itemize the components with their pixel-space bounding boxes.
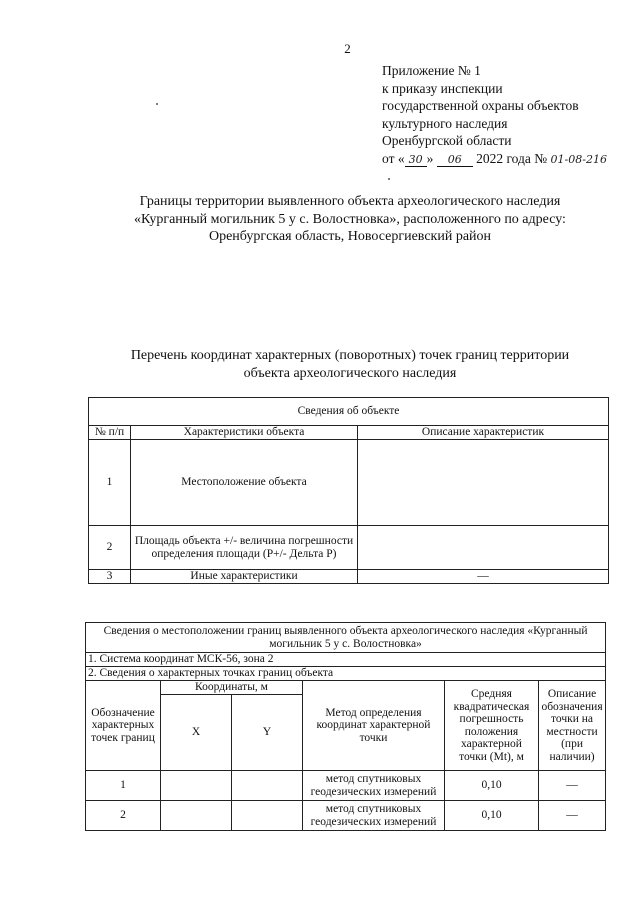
column-header: Обозначение характерных точек границ	[86, 681, 161, 771]
point-error: 0,10	[445, 771, 539, 801]
column-header: Координаты, м	[161, 681, 303, 695]
point-desc: —	[539, 771, 606, 801]
row-name: Площадь объекта +/- величина погрешности определения площади (P+/- Дельта P)	[131, 526, 358, 570]
appendix-block	[382, 62, 607, 168]
table-row	[86, 771, 606, 801]
column-header: Описание обозначения точки на местности (при наличии)	[539, 681, 606, 771]
order-number: 01-08-216	[550, 152, 607, 166]
page-number: 2	[344, 41, 351, 56]
column-header: Y	[232, 695, 303, 771]
point-x	[161, 771, 232, 801]
row-desc	[358, 526, 609, 570]
table-row	[89, 526, 609, 570]
document-title	[60, 193, 639, 246]
scan-speck	[388, 178, 390, 180]
point-x	[161, 801, 232, 831]
row-number: 3	[89, 570, 131, 584]
row-desc	[358, 440, 609, 526]
title-line: Оренбургская область, Новосергиевский район	[208, 229, 492, 244]
column-header: X	[161, 695, 232, 771]
boundary-points-table	[85, 622, 606, 831]
appendix-line: Оренбургской области	[382, 133, 512, 148]
column-header: Описание характеристик	[358, 426, 609, 440]
appendix-date-line	[382, 150, 607, 169]
title-line: объекта археологического наследия	[243, 365, 457, 381]
date-suffix: 2022 года №	[476, 150, 548, 166]
date-mid: »	[426, 150, 434, 166]
point-y	[232, 801, 303, 831]
column-header: Характеристики объекта	[131, 426, 358, 440]
points-caption: 2. Сведения о характерных точках границ объекта	[86, 667, 606, 681]
point-method: метод спутниковых геодезических измерений	[303, 771, 445, 801]
table-header: Сведения об объекте	[89, 398, 609, 426]
appendix-line: Приложение № 1	[382, 63, 481, 78]
table-row	[89, 440, 609, 526]
column-header: № п/п	[89, 426, 131, 440]
title-line: Перечень координат характерных (поворотных) точек границ территории	[130, 348, 570, 363]
point-y	[232, 771, 303, 801]
point-method: метод спутниковых геодезических измерений	[303, 801, 445, 831]
row-desc: —	[358, 570, 609, 584]
row-name: Местоположение объекта	[131, 440, 358, 526]
coordinate-system: 1. Система координат МСК-56, зона 2	[86, 653, 606, 667]
title-line: Границы территории выявленного объекта археологического наследия	[139, 194, 561, 209]
row-name: Иные характеристики	[131, 570, 358, 584]
date-day: 30	[405, 154, 427, 167]
date-month: 06	[437, 154, 473, 167]
appendix-line: к приказу инспекции	[382, 80, 503, 96]
object-info-table	[88, 397, 609, 584]
table-header: Сведения о местоположении границ выявленного объекта археологического наследия «Курганный могильник 5 у с. Волостновка»	[86, 623, 606, 653]
table-row	[89, 570, 609, 584]
point-error: 0,10	[445, 801, 539, 831]
date-prefix: от «	[382, 150, 405, 166]
section-title	[60, 347, 639, 382]
column-header: Средняя квадратическая погрешность положения характерной точки (Mt), м	[445, 681, 539, 771]
appendix-line: государственной охраны объектов	[382, 98, 579, 113]
point-desc: —	[539, 801, 606, 831]
appendix-line: культурного наследия	[382, 115, 508, 131]
point-number: 2	[86, 801, 161, 831]
row-number: 1	[89, 440, 131, 526]
row-number: 2	[89, 526, 131, 570]
title-line: «Курганный могильник 5 у с. Волостновка», расположенного по адресу:	[134, 211, 566, 227]
column-header: Метод определения координат характерной точки	[303, 681, 445, 771]
point-number: 1	[86, 771, 161, 801]
scan-speck	[156, 103, 158, 105]
table-row	[86, 801, 606, 831]
